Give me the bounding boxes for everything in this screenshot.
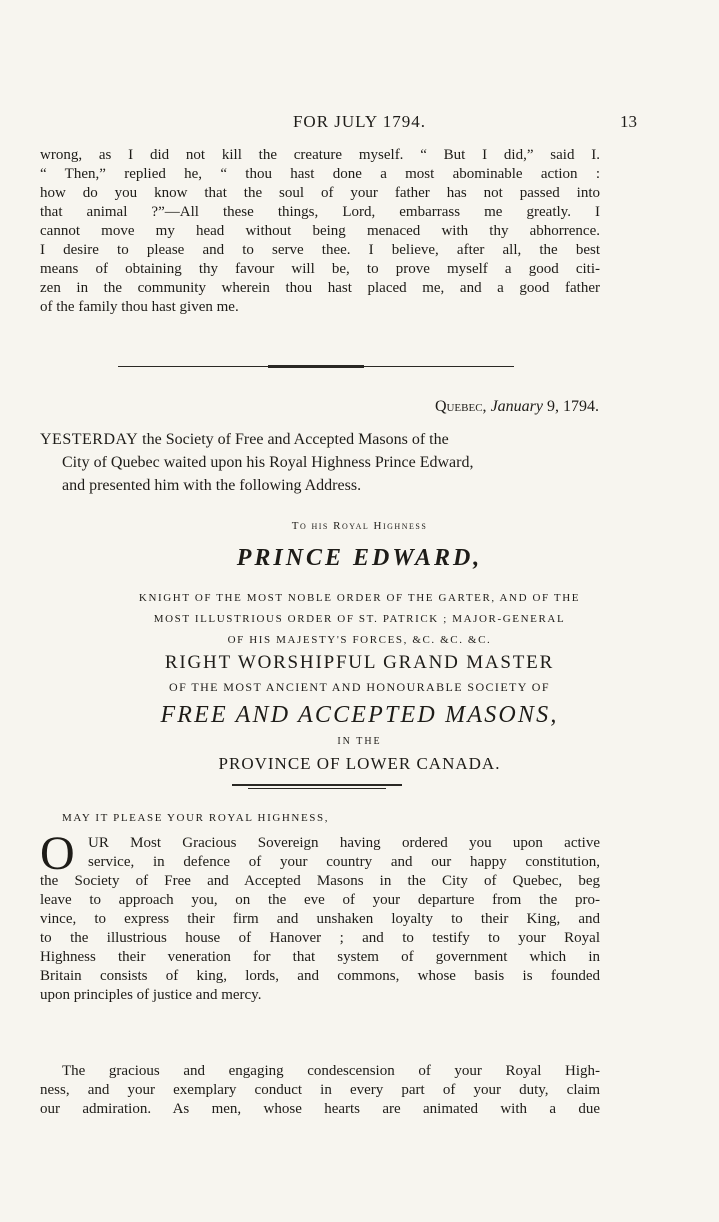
address-paragraph-2 [40,1062,600,1119]
dateline [435,398,599,416]
paragraph-continued [40,146,600,317]
text-line: UR Most Gracious Sovereign having ordered you upon active [88,835,600,851]
address-titles [0,588,719,651]
intro-paragraph [40,428,600,497]
text-line: zen in the community wherein thou hast placed me, and a good father [40,280,600,296]
text-line: wrong, as I did not kill the creature myself. “ But I did,” said I. [40,147,600,163]
address-prince-name: PRINCE EDWARD, [236,545,483,571]
text-line: cannot move my head without being menaced with thy abhorrence. [40,223,600,239]
text-line: how do you know that the soul of your father has not passed into [40,185,600,201]
address-title-line: OF HIS MAJESTY'S FORCES, &C. &C. &C. [227,634,492,646]
text-line: our admiration. As men, whose hearts are animated with a due [40,1101,600,1117]
address-grand-master: RIGHT WORSHIPFUL GRAND MASTER [164,652,555,673]
salutation: MAY IT PLEASE YOUR ROYAL HIGHNESS, [62,812,330,824]
intro-line2: City of Quebec waited upon his Royal Highness Prince Edward, [62,454,474,471]
text-line: I desire to please and to serve thee. I believe, after all, the best [40,242,600,258]
dateline-place: Quebec, [434,398,487,415]
intro-first-word: YESTERDAY [40,431,139,448]
text-line: the Society of Free and Accepted Masons in the City of Quebec, beg [40,873,600,889]
address-title-line: KNIGHT OF THE MOST NOBLE ORDER OF THE GARTER, AND OF THE [138,592,581,604]
running-title: FOR JULY 1794. [292,112,427,131]
heading-divider-thin [248,788,386,789]
heading-divider [232,784,402,786]
text-line: of the family thou hast given me. [40,299,239,315]
text-line: “ Then,” replied he, “ thou hast done a most abominable action : [40,166,600,182]
text-line: Highness their veneration for that system of government which in [40,949,600,965]
intro-line3: and presented him with the following Address. [62,477,362,494]
text-line: that animal ?”—All these things, Lord, embarrass me greatly. I [40,204,600,220]
dateline-day-year: 9, 1794. [547,398,599,415]
address-society-line: OF THE MOST ANCIENT AND HONOURABLE SOCIETY OF [169,680,550,694]
address-title-line: MOST ILLUSTRIOUS ORDER OF ST. PATRICK ; MAJOR-GENERAL [153,613,566,625]
text-line: means of obtaining thy favour will be, to prove myself a good citi- [40,261,600,277]
text-line: vince, to express their firm and unshaken loyalty to their King, and [40,911,600,927]
address-society-name: FREE AND ACCEPTED MASONS, [160,702,559,728]
text-line: leave to approach you, on the eve of your departure from the pro- [40,892,600,908]
text-line: service, in defence of your country and our happy constitution, [88,854,600,870]
text-line: upon principles of justice and mercy. [40,987,262,1003]
text-line: to the illustrious house of Hanover ; and to testify to your Royal [40,930,600,946]
address-paragraph-1 [40,827,600,1005]
address-province: PROVINCE OF LOWER CANADA. [218,754,501,773]
dateline-month: January [490,398,543,415]
text-line: Britain consists of king, lords, and commons, whose basis is founded [40,968,600,984]
address-in-the: IN THE [337,736,382,747]
address-to: To his Royal Highness [291,520,428,532]
drop-cap: O [40,827,75,880]
text-line: ness, and your exemplary conduct in every part of your duty, claim [40,1082,600,1098]
page-number: 13 [620,112,637,131]
section-divider-thick [268,365,364,368]
intro-line1: the Society of Free and Accepted Masons of the [138,431,449,448]
text-line: The gracious and engaging condescension of your Royal High- [62,1063,600,1079]
